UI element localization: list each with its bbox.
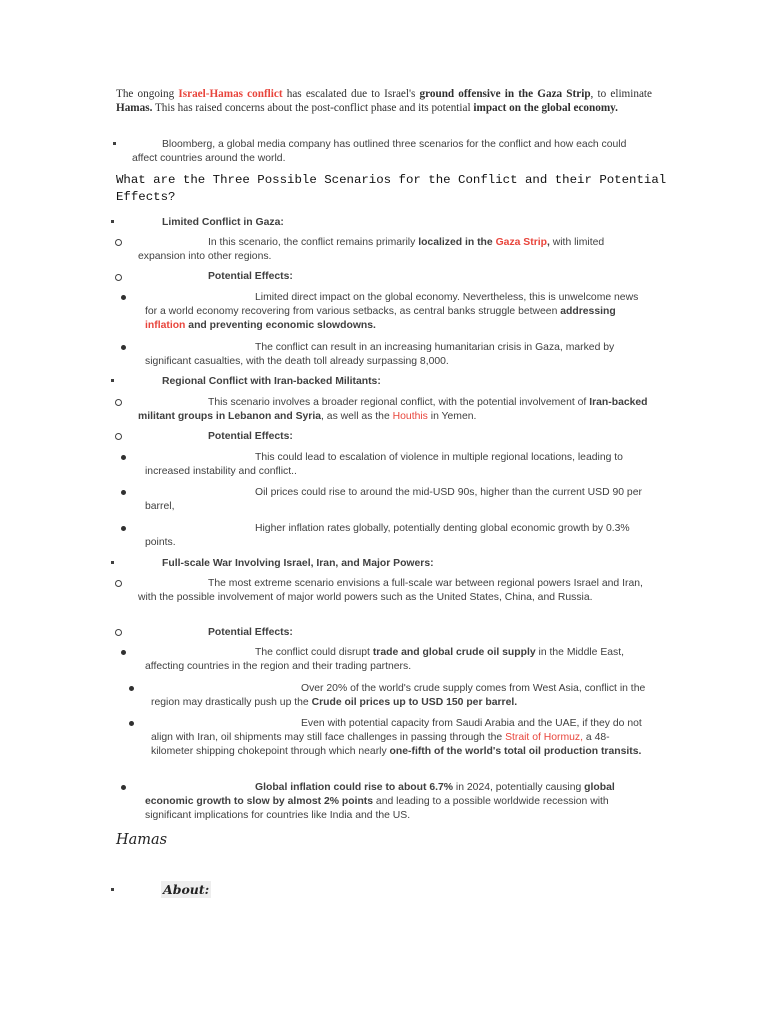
dot-bullet <box>121 526 126 531</box>
dot-bullet <box>129 686 134 691</box>
circle-bullet <box>115 239 122 246</box>
square-bullet <box>111 379 114 382</box>
scenario-2-effect-1: This could lead to escalation of violence in multiple regional locations, leading to increased instability and conflict.. <box>145 452 623 477</box>
scenario-3-sub-1: Over 20% of the world's crude supply comes from West Asia, conflict in the region may drastically push up the Crude oil prices up to USD 150 per barrel. <box>151 683 646 708</box>
scenario-2-effects-label: Potential Effects: <box>208 431 293 442</box>
scenario-2-title: Regional Conflict with Iran-backed Militants: <box>162 376 381 387</box>
square-bullet <box>111 888 114 891</box>
intro-bold: ground offensive in the Gaza Strip <box>419 88 591 100</box>
intro-paragraph <box>116 87 652 115</box>
bloomberg-text: Bloomberg, a global media company has outlined three scenarios for the conflict and how each could affect countries around the world. <box>132 139 627 164</box>
dot-bullet <box>121 490 126 495</box>
dot-bullet <box>121 650 126 655</box>
link-strait-of-hormuz[interactable]: Strait of Hormuz, <box>505 732 584 743</box>
square-bullet <box>113 142 116 145</box>
link-gaza-strip[interactable]: Gaza Strip <box>495 237 547 248</box>
circle-bullet <box>115 399 122 406</box>
scenario-3-effects-label: Potential Effects: <box>208 627 293 638</box>
circle-bullet <box>115 433 122 440</box>
hamas-heading: Hamas <box>116 832 168 848</box>
circle-bullet <box>115 580 122 587</box>
about-label: About: <box>163 882 210 897</box>
circle-bullet <box>115 629 122 636</box>
scenario-3-effect-2: Global inflation could rise to about 6.7% in 2024, potentially causing global economic growth to slow by almost 2% points and leading to a possible worldwide recession with significant implications for countries like India and the US. <box>145 782 615 821</box>
dot-bullet <box>121 295 126 300</box>
link-inflation[interactable]: inflation <box>145 320 186 331</box>
dot-bullet <box>121 785 126 790</box>
scenario-3-title: Full-scale War Involving Israel, Iran, and Major Powers: <box>162 558 434 569</box>
scenario-3-sub-2: Even with potential capacity from Saudi Arabia and the UAE, if they do not align with Iran, oil shipments may still face challenges in passing through the Strait of Hormuz, a 48-kilometer shipping chokepoint through which nearly one-fifth of the world's total oil production transits. <box>151 718 642 757</box>
scenario-1-effect-1: Limited direct impact on the global economy. Nevertheless, this is unwelcome news for a world economy recovering from various setbacks, as central banks struggle between addressing inflation and preventing economic slowdowns. <box>145 292 639 331</box>
scenario-3-desc: The most extreme scenario envisions a full-scale war between regional powers Israel and Iran, with the possible involvement of major world powers such as the United States, China, and Russia. <box>138 578 643 603</box>
scenario-1-title: Limited Conflict in Gaza: <box>162 217 284 228</box>
dot-bullet <box>129 721 134 726</box>
scenario-1-desc: In this scenario, the conflict remains primarily localized in the Gaza Strip, with limited expansion into other regions. <box>138 237 605 262</box>
section-heading: What are the Three Possible Scenarios for the Conflict and their Potential Effects? <box>116 173 667 204</box>
intro-bold: Hamas. <box>116 102 153 114</box>
intro-bold: impact on the global economy. <box>473 102 618 114</box>
scenario-2-effect-3: Higher inflation rates globally, potentially denting global economic growth by 0.3% points. <box>145 523 630 548</box>
intro-link-conflict[interactable]: Israel-Hamas conflict <box>178 88 283 100</box>
scenario-2-desc: This scenario involves a broader regional conflict, with the potential involvement of Iran-backed militant groups in Lebanon and Syria, as well as the Houthis in Yemen. <box>138 397 648 422</box>
intro-text: , to eliminate <box>590 88 652 100</box>
circle-bullet <box>115 274 122 281</box>
intro-text: has escalated due to Israel's <box>282 88 420 100</box>
square-bullet <box>111 561 114 564</box>
scenario-1-effect-2: The conflict can result in an increasing humanitarian crisis in Gaza, marked by significant casualties, with the death toll already surpassing 8,000. <box>145 342 615 367</box>
scenario-1-effects-label: Potential Effects: <box>208 271 293 282</box>
scenario-3-effect-1: The conflict could disrupt trade and global crude oil supply in the Middle East, affecting countries in the region and their trading partners. <box>145 647 625 672</box>
intro-text: The ongoing <box>116 88 179 100</box>
square-bullet <box>111 220 114 223</box>
dot-bullet <box>121 345 126 350</box>
scenario-2-effect-2: Oil prices could rise to around the mid-USD 90s, higher than the current USD 90 per barrel, <box>145 487 642 512</box>
link-houthis[interactable]: Houthis <box>392 411 428 422</box>
intro-text: This has raised concerns about the post-conflict phase and its potential <box>152 102 474 114</box>
dot-bullet <box>121 455 126 460</box>
